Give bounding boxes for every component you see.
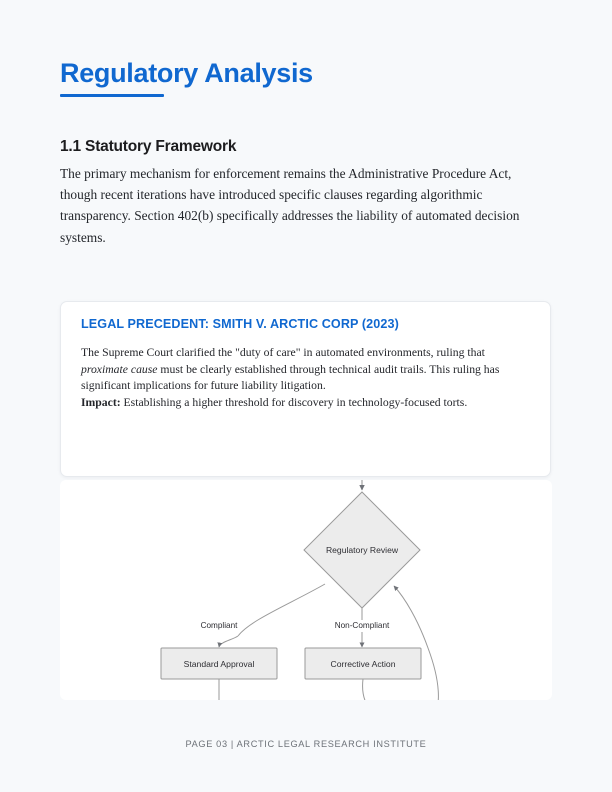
callout-impact-text: Establishing a higher threshold for discovery in technology-focused torts. <box>120 395 468 409</box>
edge-feedback-down <box>363 679 380 700</box>
callout-body <box>81 345 533 411</box>
page-title: Regulatory Analysis <box>60 58 313 88</box>
section-paragraph: The primary mechanism for enforcement remains the Administrative Procedure Act, though recent iterations have introduced specific clauses regarding algorithmic transparency. Section 402(b) specifically addresses the liability of automated decision systems. <box>60 166 520 245</box>
edge-label-compliant: Compliant <box>200 621 238 630</box>
edge-compliant-lower <box>219 636 238 647</box>
section-heading: 1.1 Statutory Framework <box>60 138 237 155</box>
callout-italic-phrase: proximate cause <box>81 362 158 376</box>
edge-compliant-upper <box>238 584 325 636</box>
node-standard-approval-label: Standard Approval <box>183 659 255 669</box>
callout-impact-label: Impact: <box>81 395 121 409</box>
flowchart-svg <box>60 480 552 700</box>
node-decision-label: Regulatory Review <box>325 545 399 555</box>
legal-precedent-callout-card <box>60 301 551 477</box>
title-underline-rule <box>60 94 164 97</box>
edge-feedback-return <box>394 586 438 700</box>
page-footer: PAGE 03 | ARCTIC LEGAL RESEARCH INSTITUTE <box>185 739 427 749</box>
edge-label-non-compliant: Non-Compliant <box>334 621 390 630</box>
flowchart-panel <box>60 480 552 700</box>
node-corrective-action-label: Corrective Action <box>330 659 396 669</box>
callout-title: LEGAL PRECEDENT: SMITH V. ARCTIC CORP (2023) <box>81 317 399 331</box>
callout-text-lead: The Supreme Court clarified the "duty of care" in automated environments, ruling that <box>81 346 485 359</box>
callout-text-tail: must be clearly established through technical audit trails. This ruling has significant implications for future liability litigation. <box>81 362 500 393</box>
